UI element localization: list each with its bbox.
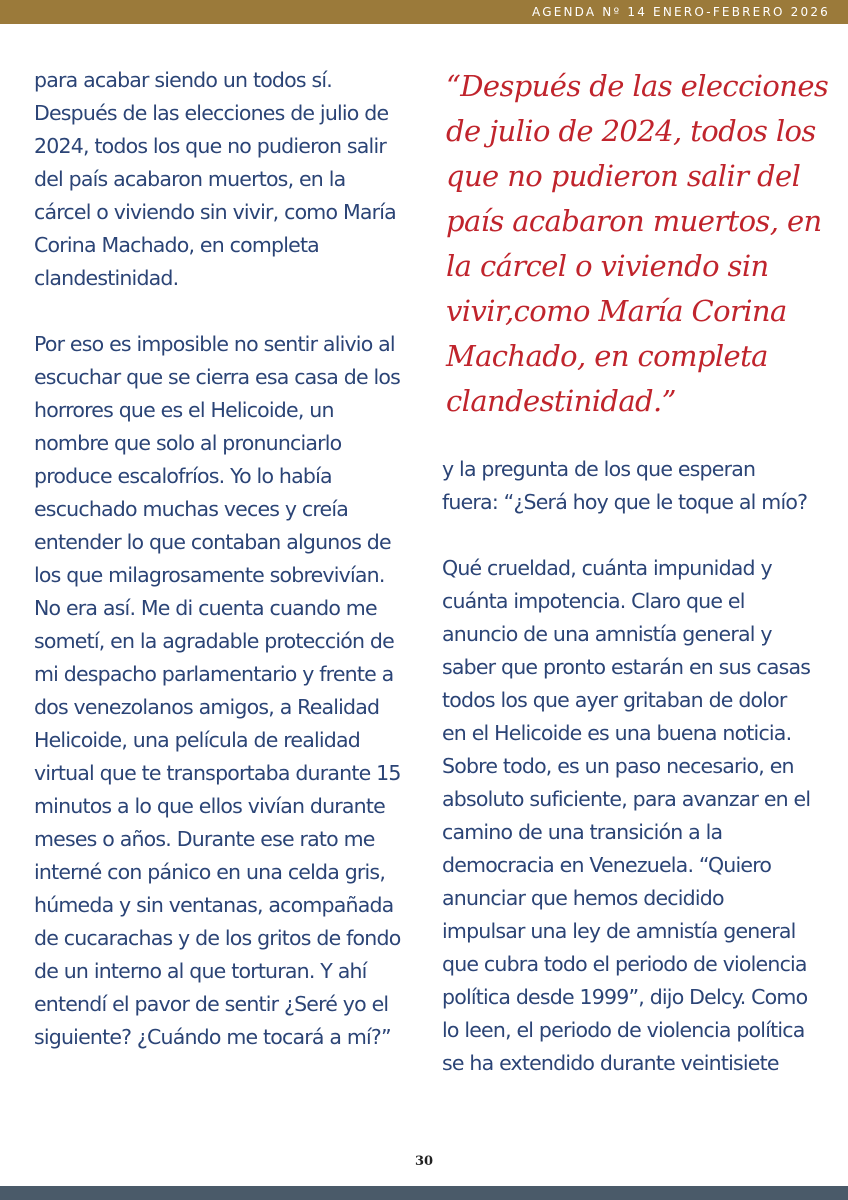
issue-header: AGENDA Nº 14 ENERO-FEBRERO 2026 [532, 5, 830, 19]
text-line: anuncio de una amnistía general y [442, 622, 772, 646]
quote-line: vivir,como María Corina [446, 294, 787, 328]
text-line: escuchado muchas veces y creía [34, 497, 349, 521]
text-line: dos venezolanos amigos, a Realidad [34, 695, 380, 719]
text-line: se ha extendido durante veintisiete [442, 1051, 779, 1075]
quote-line: de julio de 2024, todos los [446, 114, 816, 148]
text-line: del país acabaron muertos, en la [34, 167, 346, 191]
text-line: lo leen, el periodo de violencia política [442, 1018, 805, 1042]
text-line: entendí el pavor de sentir ¿Seré yo el [34, 992, 389, 1016]
quote-line: país acabaron muertos, en [446, 204, 822, 238]
text-line: siguiente? ¿Cuándo me tocará a mí?” [34, 1025, 391, 1049]
text-line: Corina Machado, en completa [34, 233, 319, 257]
quote-line: Machado, en completa [446, 339, 768, 373]
text-line: saber que pronto estarán en sus casas [442, 655, 811, 679]
text-line: impulsar una ley de amnistía general [442, 919, 796, 943]
quote-line: clandestinidad.” [446, 384, 676, 418]
text-line: democracia en Venezuela. “Quiero [442, 853, 772, 877]
text-line: los que milagrosamente sobrevivían. [34, 563, 385, 587]
text-line: anunciar que hemos decidido [442, 886, 724, 910]
quote-line: la cárcel o viviendo sin [446, 249, 769, 283]
text-line: política desde 1999”, dijo Delcy. Como [442, 985, 808, 1009]
text-line: nombre que solo al pronunciarlo [34, 431, 342, 455]
left-paragraph-2 [34, 328, 434, 1054]
text-line: clandestinidad. [34, 266, 179, 290]
text-line: para acabar siendo un todos sí. [34, 68, 332, 92]
text-line: minutos a lo que ellos vivían durante [34, 794, 385, 818]
text-line: virtual que te transportaba durante 15 [34, 761, 401, 785]
quote-line: “Después de las elecciones [446, 69, 829, 103]
text-line: mi despacho parlamentario y frente a [34, 662, 394, 686]
text-line: fuera: “¿Será hoy que le toque al mío? [442, 490, 808, 514]
text-line: Después de las elecciones de julio de [34, 101, 389, 125]
quote-line: que no pudieron salir del [446, 159, 801, 193]
text-line: entender lo que contaban algunos de [34, 530, 391, 554]
text-line: absoluto suficiente, para avanzar en el [442, 787, 811, 811]
text-line: Qué crueldad, cuánta impunidad y [442, 556, 772, 580]
text-line: sometí, en la agradable protección de [34, 629, 394, 653]
text-line: interné con pánico en una celda gris, [34, 860, 386, 884]
text-line: cárcel o viviendo sin vivir, como María [34, 200, 396, 224]
text-line: meses o años. Durante ese rato me [34, 827, 375, 851]
left-paragraph-1 [34, 64, 434, 295]
text-line: camino de una transición a la [442, 820, 723, 844]
text-line: en el Helicoide es una buena noticia. [442, 721, 792, 745]
text-line: No era así. Me di cuenta cuando me [34, 596, 377, 620]
right-column [442, 453, 822, 1080]
text-line: 2024, todos los que no pudieron salir [34, 134, 386, 158]
text-line: Helicoide, una película de realidad [34, 728, 360, 752]
text-line: horrores que es el Helicoide, un [34, 398, 334, 422]
text-line: que cubra todo el periodo de violencia [442, 952, 807, 976]
text-line: y la pregunta de los que esperan [442, 457, 756, 481]
page-number: 30 [414, 1154, 434, 1169]
text-line: de cucarachas y de los gritos de fondo [34, 926, 401, 950]
text-line: Por eso es imposible no sentir alivio al [34, 332, 395, 356]
text-line: cuánta impotencia. Claro que el [442, 589, 745, 613]
right-paragraph-2 [442, 552, 822, 1080]
paragraph-spacer [442, 519, 822, 552]
right-paragraph-1 [442, 453, 822, 519]
text-line: de un interno al que torturan. Y ahí [34, 959, 367, 983]
pull-quote [446, 64, 829, 424]
paragraph-spacer [34, 295, 434, 328]
header-bar [0, 0, 848, 24]
left-column [34, 64, 434, 1054]
footer-bar [0, 1186, 848, 1200]
text-line: Sobre todo, es un paso necesario, en [442, 754, 794, 778]
text-line: todos los que ayer gritaban de dolor [442, 688, 787, 712]
text-line: produce escalofríos. Yo lo había [34, 464, 332, 488]
text-line: húmeda y sin ventanas, acompañada [34, 893, 394, 917]
text-line: escuchar que se cierra esa casa de los [34, 365, 401, 389]
